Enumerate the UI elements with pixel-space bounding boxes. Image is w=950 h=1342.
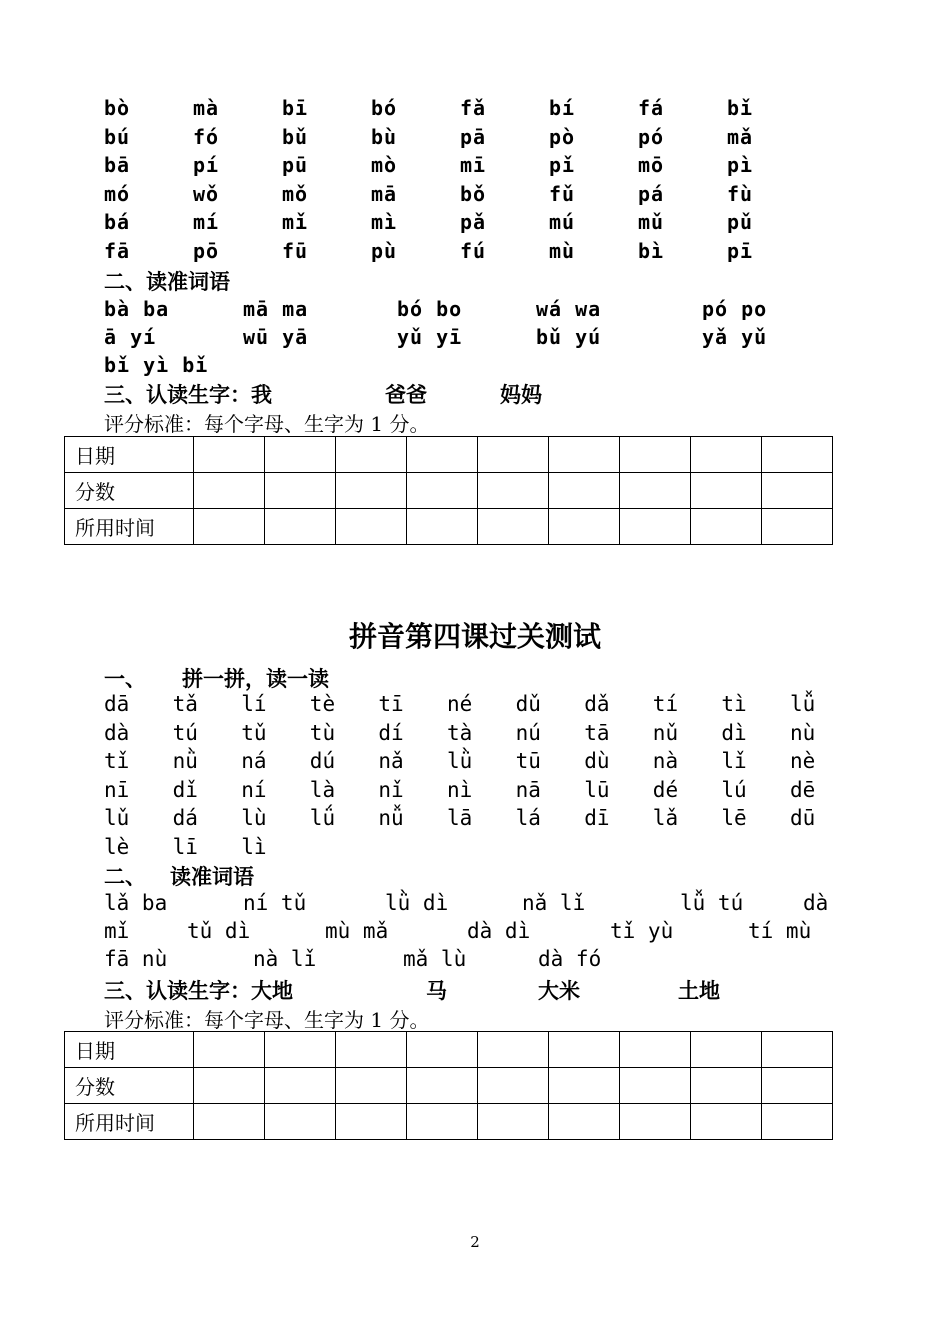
score-cell[interactable] <box>336 1068 407 1104</box>
word-item: wū yā <box>243 325 309 349</box>
syllable: pì <box>727 153 754 177</box>
section2-scoring-note: 评分标准：每个字母、生字为 1 分。 <box>104 1008 430 1032</box>
word-item: dà fó <box>538 947 602 971</box>
syllable: mā <box>371 181 398 206</box>
syllable: tù <box>309 720 336 745</box>
word-item: bà ba <box>104 297 170 321</box>
syllable: lè <box>104 834 130 859</box>
syllable: nǎ <box>378 749 404 773</box>
table-row <box>65 509 833 545</box>
word-item: dà dì <box>467 919 531 943</box>
syllable: mí <box>193 210 220 234</box>
syllable: nè <box>790 749 816 773</box>
row-label: 分数 <box>65 473 194 509</box>
score-cell[interactable] <box>336 437 407 473</box>
syllable: tí <box>652 692 679 716</box>
syllable: nù <box>790 720 816 745</box>
score-cell[interactable] <box>407 437 478 473</box>
section1-scoring-note: 评分标准：每个字母、生字为 1 分。 <box>104 412 430 436</box>
syllable: lǔ <box>104 806 130 830</box>
section1-words-heading: 二、读准词语 <box>104 269 230 294</box>
syllable: mǎ <box>727 124 754 149</box>
syllable: pó <box>638 124 665 149</box>
syllable: mú <box>549 210 576 234</box>
word-item: lǚ tú <box>680 891 744 915</box>
score-cell[interactable] <box>549 1068 620 1104</box>
word-item: yǔ yī <box>397 325 463 349</box>
row-label: 分数 <box>65 1068 194 1104</box>
syllable: dǔ <box>515 692 541 716</box>
word-item: bó bo <box>397 297 463 321</box>
word-item: dà <box>803 891 829 915</box>
row-label: 日期 <box>65 437 194 473</box>
syllable: mō <box>638 153 665 177</box>
score-cell[interactable] <box>762 1068 833 1104</box>
syllable: tā <box>584 720 610 745</box>
score-cell[interactable] <box>620 473 691 509</box>
score-cell[interactable] <box>620 1068 691 1104</box>
syllable: lǐ <box>721 749 747 773</box>
score-cell[interactable] <box>478 1068 549 1104</box>
score-cell[interactable] <box>549 1104 620 1140</box>
syllable: pā <box>460 124 487 149</box>
score-cell[interactable] <box>407 1032 478 1068</box>
syllable: fā <box>104 238 131 263</box>
score-cell[interactable] <box>336 1032 407 1068</box>
row-label: 日期 <box>65 1032 194 1068</box>
syllable: dú <box>309 749 336 773</box>
syllable: pǎ <box>460 210 487 234</box>
score-cell[interactable] <box>549 473 620 509</box>
syllable: dá <box>172 806 198 830</box>
score-cell[interactable] <box>265 473 336 509</box>
score-cell[interactable] <box>407 509 478 545</box>
syllable: mǔ <box>638 210 665 234</box>
syllable: nà <box>652 749 679 773</box>
syllable: tǔ <box>241 720 267 745</box>
section2-heading-2: 读准词语 <box>170 864 254 889</box>
syllable: nǚ <box>378 806 404 830</box>
syllable: dí <box>378 720 404 745</box>
score-cell[interactable] <box>762 509 833 545</box>
syllable: dé <box>652 777 679 802</box>
syllable: ní <box>241 777 267 802</box>
word-item: bǔ yú <box>536 325 602 349</box>
syllable: lū <box>584 777 610 802</box>
syllable: fú <box>460 238 487 263</box>
score-cell[interactable] <box>691 437 762 473</box>
syllable: dì <box>721 720 747 745</box>
syllable: fǎ <box>460 96 487 120</box>
syllable: lì <box>241 834 267 859</box>
section1-score-table <box>64 436 833 545</box>
page-number: 2 <box>470 1233 480 1251</box>
syllable: mò <box>371 153 398 177</box>
section2-chars-heading: 三、认读生字：大地 <box>104 978 293 1003</box>
syllable: dà <box>104 720 130 745</box>
syllable: dī <box>584 806 610 830</box>
word-item: pó po <box>702 297 768 321</box>
syllable: fǔ <box>549 181 576 206</box>
syllable: nī <box>104 777 130 802</box>
syllable: dū <box>790 806 816 830</box>
score-cell[interactable] <box>762 473 833 509</box>
score-cell[interactable] <box>265 437 336 473</box>
score-cell[interactable] <box>194 473 265 509</box>
score-cell[interactable] <box>265 1068 336 1104</box>
word-item: fā nù <box>104 947 168 971</box>
syllable: bī <box>282 96 309 120</box>
syllable: mī <box>460 153 487 177</box>
syllable: tì <box>721 692 747 716</box>
syllable: ná <box>241 749 267 773</box>
syllable: lǘ <box>309 806 336 830</box>
syllable: mǐ <box>282 210 309 234</box>
syllable: mà <box>193 96 220 120</box>
syllable: bú <box>104 124 131 149</box>
score-cell[interactable] <box>336 1104 407 1140</box>
syllable: lá <box>515 806 541 830</box>
syllable: pǐ <box>549 153 576 177</box>
new-char: 妈妈 <box>500 382 542 407</box>
syllable: tǎ <box>172 692 198 716</box>
score-cell[interactable] <box>478 1032 549 1068</box>
score-cell[interactable] <box>620 1104 691 1140</box>
syllable: lú <box>721 777 747 802</box>
word-item: ā yí <box>104 325 157 349</box>
word-item: tí mù <box>748 919 812 943</box>
syllable: dē <box>790 777 816 802</box>
syllable: nā <box>515 777 541 802</box>
syllable: bó <box>371 96 398 120</box>
syllable: dǎ <box>584 692 610 716</box>
syllable: lǜ <box>447 749 473 773</box>
word-item: ní tǔ <box>243 891 307 915</box>
syllable: wǒ <box>193 181 220 206</box>
syllable: fù <box>727 181 754 206</box>
page-title: 拼音第四课过关测试 <box>348 620 601 653</box>
word-item: tǔ dì <box>187 919 251 943</box>
syllable: bò <box>104 96 131 120</box>
score-cell[interactable] <box>336 473 407 509</box>
syllable: lǚ <box>790 692 816 716</box>
syllable: dù <box>584 749 610 773</box>
syllable: dā <box>104 692 130 716</box>
syllable: tú <box>172 720 198 745</box>
row-label: 所用时间 <box>65 509 194 545</box>
new-char: 土地 <box>678 978 720 1003</box>
score-cell[interactable] <box>549 437 620 473</box>
score-cell[interactable] <box>194 509 265 545</box>
word-item: mǐ <box>104 919 130 943</box>
score-cell[interactable] <box>265 509 336 545</box>
syllable: bì <box>638 238 665 263</box>
syllable: pǔ <box>727 210 754 234</box>
table-row <box>65 1032 833 1068</box>
syllable: bù <box>371 124 398 149</box>
score-cell[interactable] <box>620 437 691 473</box>
score-cell[interactable] <box>194 437 265 473</box>
word-item: yǎ yǔ <box>702 325 768 349</box>
table-row <box>65 437 833 473</box>
syllable: tà <box>447 720 473 745</box>
word-item: nǎ lǐ <box>522 891 586 915</box>
score-cell[interactable] <box>407 1068 478 1104</box>
table-row <box>65 473 833 509</box>
syllable: là <box>309 777 336 802</box>
syllable: nǜ <box>172 749 198 773</box>
syllable: mù <box>549 238 576 263</box>
score-cell[interactable] <box>478 473 549 509</box>
syllable: pō <box>193 238 220 263</box>
score-cell[interactable] <box>336 509 407 545</box>
score-cell[interactable] <box>691 1104 762 1140</box>
score-cell[interactable] <box>691 1032 762 1068</box>
word-item: lǜ dì <box>385 891 449 915</box>
syllable: pū <box>282 153 309 177</box>
section2-heading-1-number: 一、 <box>104 666 146 691</box>
new-char: 爸爸 <box>385 382 427 407</box>
syllable: tī <box>378 692 404 716</box>
syllable: lù <box>241 806 267 830</box>
word-item: wá wa <box>536 297 602 321</box>
syllable: fū <box>282 238 309 263</box>
score-cell[interactable] <box>478 509 549 545</box>
syllable: dǐ <box>172 777 198 802</box>
score-cell[interactable] <box>549 1032 620 1068</box>
word-item: lǎ ba <box>104 891 168 915</box>
syllable: mǒ <box>282 181 309 206</box>
word-item: mǎ lù <box>403 947 467 971</box>
word-item: bǐ yì bǐ <box>104 353 209 377</box>
syllable: tǐ <box>104 749 130 773</box>
syllable: tè <box>309 692 336 716</box>
table-row <box>65 1068 833 1104</box>
new-char: 马 <box>426 978 447 1003</box>
score-cell[interactable] <box>620 509 691 545</box>
score-cell[interactable] <box>407 473 478 509</box>
syllable: mó <box>104 181 131 206</box>
syllable: tū <box>515 749 541 773</box>
syllable: fá <box>638 96 665 120</box>
syllable: fó <box>193 124 220 149</box>
syllable: pá <box>638 181 665 206</box>
syllable: pī <box>727 238 754 263</box>
syllable: né <box>447 692 473 716</box>
score-cell[interactable] <box>691 509 762 545</box>
section1-chars-heading: 三、认读生字：我 <box>104 382 272 407</box>
score-cell[interactable] <box>762 437 833 473</box>
score-cell[interactable] <box>478 437 549 473</box>
syllable: lí <box>241 692 267 716</box>
score-cell[interactable] <box>194 1032 265 1068</box>
syllable: bǒ <box>460 181 487 206</box>
syllable: pù <box>371 238 398 263</box>
section2-heading-2-number: 二、 <box>104 864 146 889</box>
syllable: lē <box>721 806 747 830</box>
score-cell[interactable] <box>762 1032 833 1068</box>
score-cell[interactable] <box>194 1104 265 1140</box>
syllable: lī <box>172 834 198 859</box>
syllable: bí <box>549 96 576 120</box>
score-cell[interactable] <box>691 473 762 509</box>
row-label: 所用时间 <box>65 1104 194 1140</box>
syllable: bā <box>104 153 131 177</box>
syllable: bá <box>104 210 131 234</box>
score-cell[interactable] <box>478 1104 549 1140</box>
word-item: nà lǐ <box>253 947 317 971</box>
syllable: nǐ <box>378 777 404 802</box>
syllable: nǔ <box>652 720 679 745</box>
score-cell[interactable] <box>691 1068 762 1104</box>
score-cell[interactable] <box>407 1104 478 1140</box>
score-cell[interactable] <box>265 1104 336 1140</box>
word-item: mù mǎ <box>325 919 389 943</box>
section2-score-table <box>64 1031 833 1140</box>
new-char: 大米 <box>538 978 580 1003</box>
section2-heading-1: 拼一拼，读一读 <box>182 666 329 691</box>
syllable: nú <box>515 720 541 745</box>
syllable: nì <box>447 777 473 802</box>
score-cell[interactable] <box>549 509 620 545</box>
table-row <box>65 1104 833 1140</box>
score-cell[interactable] <box>265 1032 336 1068</box>
syllable: lǎ <box>652 806 679 830</box>
syllable: bǐ <box>727 96 754 120</box>
word-item: mā ma <box>243 297 309 321</box>
syllable: pò <box>549 124 576 149</box>
syllable: mì <box>371 210 398 234</box>
syllable: bǔ <box>282 124 309 149</box>
syllable: pí <box>193 153 220 177</box>
score-cell[interactable] <box>620 1032 691 1068</box>
score-cell[interactable] <box>762 1104 833 1140</box>
score-cell[interactable] <box>194 1068 265 1104</box>
syllable: lā <box>447 806 473 830</box>
word-item: tǐ yù <box>610 919 674 943</box>
